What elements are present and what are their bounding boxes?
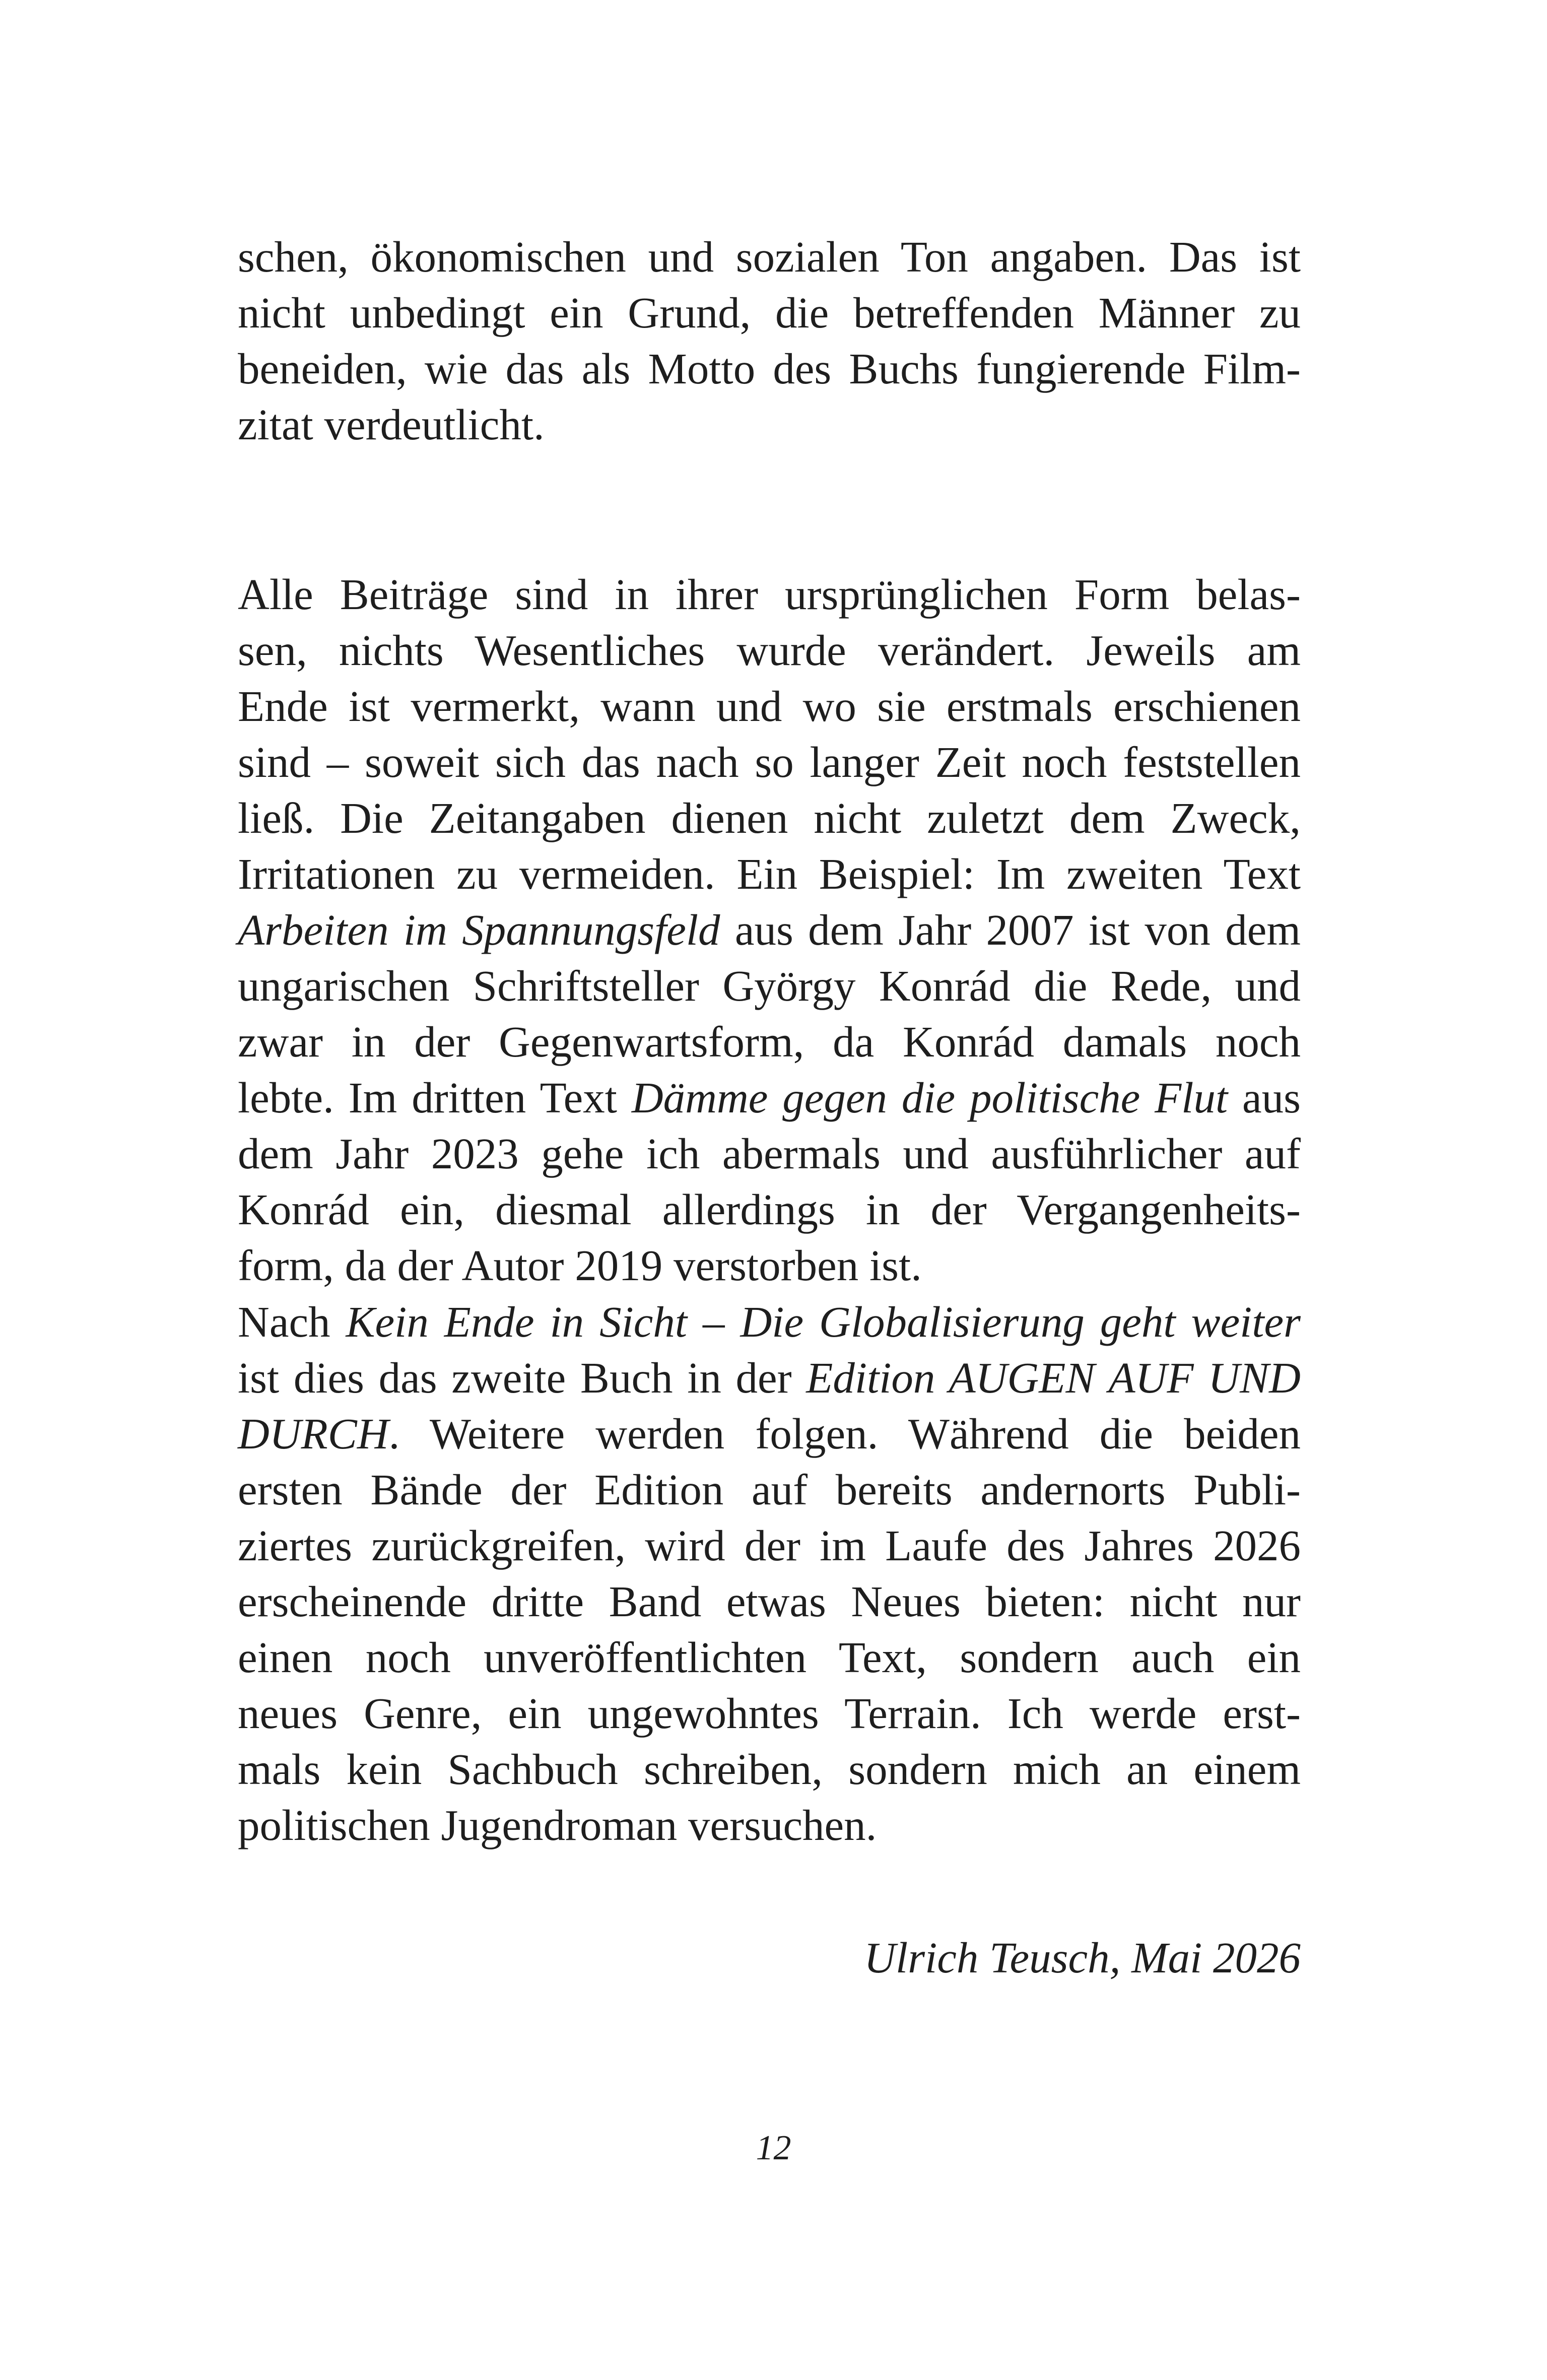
text-line: zwar in der Gegenwartsform, da Konrád damals noch bbox=[238, 1017, 1301, 1066]
text-line: ist dies das zweite Buch in der Edition AUGEN AUF UND bbox=[238, 1353, 1301, 1402]
text-line: neues Genre, ein ungewohntes Terrain. Ich werde erst- bbox=[238, 1689, 1301, 1738]
text-line: Arbeiten im Spannungsfeld aus dem Jahr 2007 ist von dem bbox=[238, 905, 1301, 954]
text-line: ungarischen Schriftsteller György Konrád die Rede, und bbox=[238, 961, 1301, 1010]
text-line: Alle Beiträge sind in ihrer ursprünglichen Form belas- bbox=[238, 570, 1301, 619]
text-line: mals kein Sachbuch schreiben, sondern mich an einem bbox=[238, 1745, 1301, 1794]
text-line: einen noch unveröffentlichten Text, sondern auch ein bbox=[238, 1633, 1301, 1682]
text-line: Irritationen zu vermeiden. Ein Beispiel: Im zweiten Text bbox=[238, 849, 1301, 898]
text-line: nicht unbedingt ein Grund, die betreffenden Männer zu bbox=[238, 288, 1301, 337]
italic-title: Arbeiten im Spannungsfeld bbox=[238, 905, 720, 954]
paragraph-3 bbox=[238, 1294, 1301, 1853]
text-line: beneiden, wie das als Motto des Buchs fungierende Film- bbox=[238, 344, 1301, 393]
italic-title: Edition AUGEN AUF UND bbox=[806, 1353, 1301, 1402]
text-line: DURCH. Weitere werden folgen. Während die beiden bbox=[238, 1409, 1301, 1458]
author-signature: Ulrich Teusch, Mai 2026 bbox=[864, 1933, 1301, 1982]
text-line: ersten Bände der Edition auf bereits andernorts Publi- bbox=[238, 1465, 1301, 1514]
text-line: dem Jahr 2023 gehe ich abermals und ausführlicher auf bbox=[238, 1129, 1301, 1178]
text-line: schen, ökonomischen und sozialen Ton angaben. Das ist bbox=[238, 232, 1301, 281]
text-line: Konrád ein, diesmal allerdings in der Vergangenheits- bbox=[238, 1185, 1301, 1234]
italic-title: Kein Ende in Sicht – Die Globalisierung geht weiter bbox=[346, 1297, 1301, 1346]
text-line: erscheinende dritte Band etwas Neues bieten: nicht nur bbox=[238, 1577, 1301, 1626]
italic-title: DURCH bbox=[238, 1409, 389, 1458]
paragraph-1 bbox=[238, 229, 1301, 452]
page-number: 12 bbox=[756, 2129, 791, 2167]
text-line: Nach Kein Ende in Sicht – Die Globalisierung geht weiter bbox=[238, 1297, 1301, 1346]
text-line: Ende ist vermerkt, wann und wo sie erstmals erschienen bbox=[238, 682, 1301, 731]
text-line: lebte. Im dritten Text Dämme gegen die politische Flut aus bbox=[238, 1073, 1301, 1122]
italic-title: Dämme gegen die politische Flut bbox=[631, 1073, 1228, 1122]
text-line: form, da der Autor 2019 verstorben ist. bbox=[238, 1241, 922, 1290]
paragraph-2 bbox=[238, 566, 1301, 1293]
text-line: sen, nichts Wesentliches wurde verändert. Jeweils am bbox=[238, 626, 1301, 675]
text-line: zitat verdeutlicht. bbox=[238, 400, 545, 449]
text-line: politischen Jugendroman versuchen. bbox=[238, 1801, 877, 1849]
text-line: ließ. Die Zeitangaben dienen nicht zuletzt dem Zweck, bbox=[238, 794, 1301, 842]
text-line: sind – soweit sich das nach so langer Zeit noch feststellen bbox=[238, 738, 1301, 786]
text-line: ziertes zurückgreifen, wird der im Laufe des Jahres 2026 bbox=[238, 1521, 1301, 1570]
